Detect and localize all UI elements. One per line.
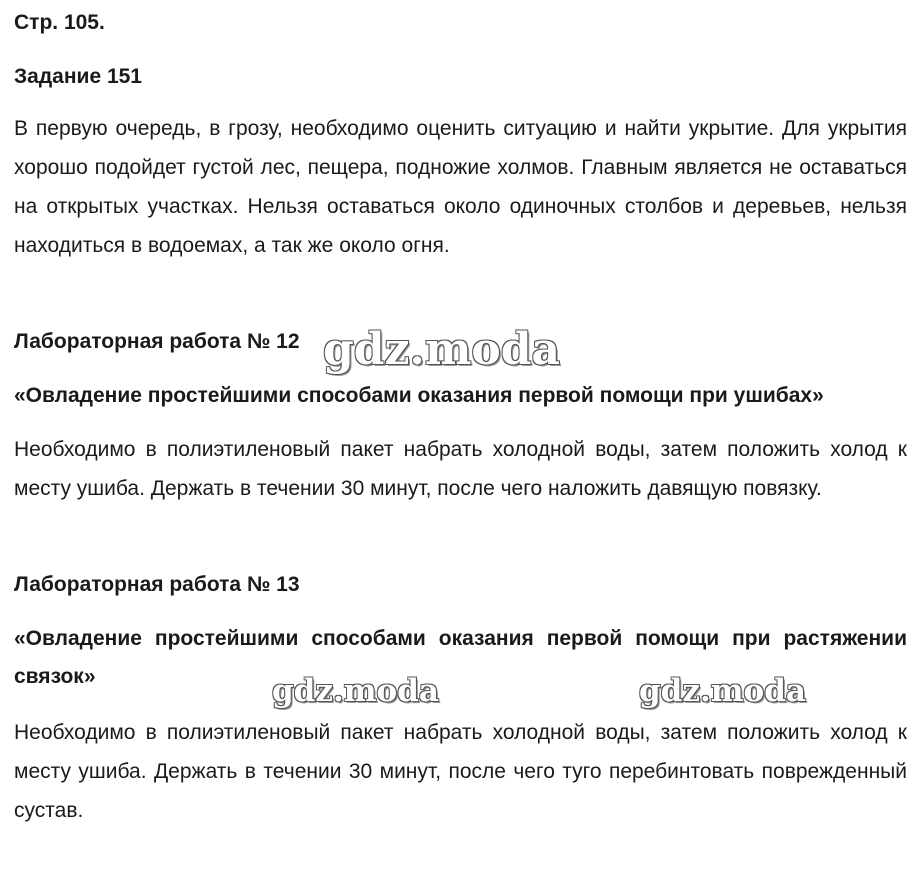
- watermark-logo: gdz.moda: [323, 324, 561, 375]
- lab13-text: Необходимо в полиэтиленовый пакет набрать холодной воды, затем положить холод к месту ушиба. Держать в течении 30 минут, после чего туго перебинтовать поврежденный сустав.: [14, 721, 907, 822]
- watermark-logo: gdz.moda: [272, 673, 439, 709]
- lab13-subtitle: «Овладение простейшими способами оказания первой помощи при растяжении связок»: [14, 627, 907, 688]
- lab12-title: Лабораторная работа № 12: [14, 330, 300, 353]
- watermark-logo: gdz.moda: [639, 673, 806, 709]
- page-number: Стр. 105.: [14, 11, 105, 34]
- task-text: В первую очередь, в грозу, необходимо оценить ситуацию и найти укрытие. Для укрытия хорошо подойдет густой лес, пещера, подножие холмов. Главным является не оставаться на открытых участках. Нельзя оставаться около одиночных столбов и деревьев, нельзя находиться в водоемах, а так же около огня.: [14, 117, 907, 257]
- task-title: Задание 151: [14, 65, 142, 88]
- lab12-subtitle: «Овладение простейшими способами оказания первой помощи при ушибах»: [14, 384, 824, 407]
- lab12-text: Необходимо в полиэтиленовый пакет набрать холодной воды, затем положить холод к месту ушиба. Держать в течении 30 минут, после чего наложить давящую повязку.: [14, 438, 907, 500]
- lab13-title: Лабораторная работа № 13: [14, 573, 300, 596]
